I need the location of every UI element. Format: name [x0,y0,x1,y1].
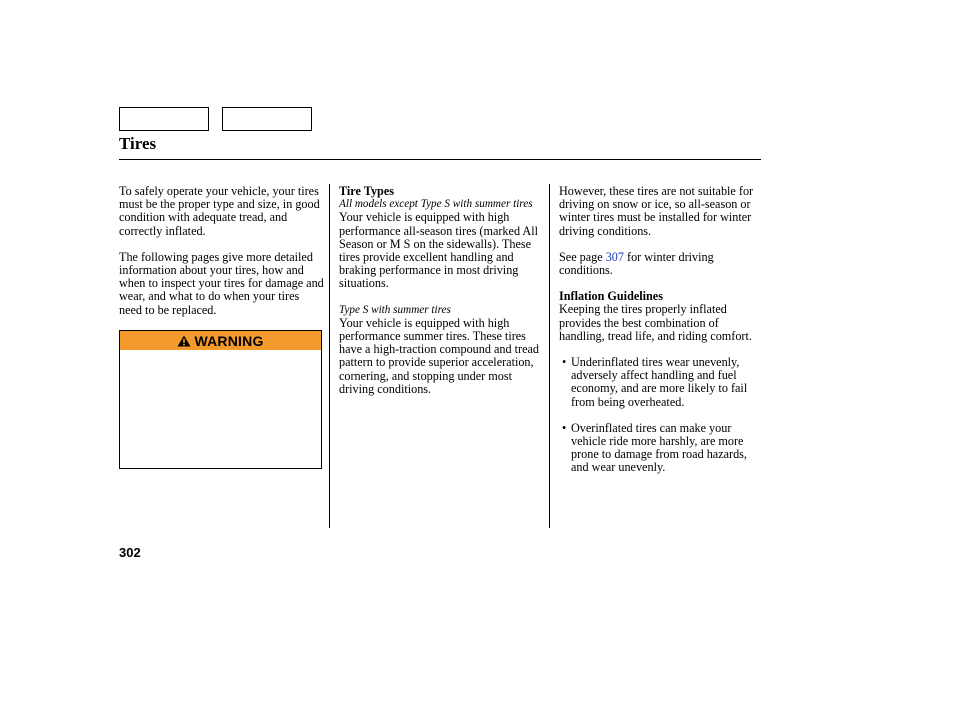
nav-button-previous[interactable] [119,107,209,131]
column-3 [559,185,764,475]
warning-box [119,330,322,469]
warning-triangle-icon [177,335,191,347]
title-rule [119,159,761,160]
list-item-text: Overinflated tires can make your vehicle ride more harshly, are more prone to damage from road hazards, and wear unevenly. [571,420,747,475]
section-heading: Tire Types [339,184,394,198]
subheading: All models except Type S with summer tires [339,198,533,211]
column-divider [549,184,550,528]
body-paragraph: Your vehicle is equipped with high performance all-season tires (marked All Season or M S on the sidewalls). These tires provide excellent handling and braking performance in most driving situations. [339,210,538,291]
column-1 [119,185,324,317]
body-paragraph: However, these tires are not suitable for driving on snow or ice, so all-season or winter tires must be installed for winter driving conditions. [559,184,754,238]
page-number: 302 [119,545,141,560]
page-title: Tires [119,134,157,153]
see-page-paragraph [559,251,764,277]
list-item [559,356,764,409]
list-item [559,422,764,475]
nav-button-next[interactable] [222,107,312,131]
bullet-icon: • [562,355,567,370]
intro-paragraph: To safely operate your vehicle, your tires must be the proper type and size, in good condition with adequate tread, and correctly inflated. [119,184,320,238]
warning-bar [120,331,321,350]
see-page-suffix: for winter driving conditions. [559,249,714,278]
intro-paragraph: The following pages give more detailed information about your tires, how and when to inspect your tires for damage and wear, and what to do when your tires need to be replaced. [119,249,324,317]
section-heading: Inflation Guidelines [559,289,663,304]
warning-label: WARNING [194,332,264,349]
body-paragraph: Keeping the tires properly inflated provides the best combination of handling, tread life, and riding comfort. [559,302,752,343]
subheading: Type S with summer tires [339,303,451,316]
body-paragraph: Your vehicle is equipped with high performance summer tires. These tires have a high-traction compound and tread pattern to provide superior acceleration, cornering, and stopping under most driving conditions. [339,315,540,396]
page-link[interactable]: 307 [605,249,624,264]
list-item-text: Underinflated tires wear unevenly, adversely affect handling and fuel economy, and are more likely to fail from being overheated. [571,355,748,409]
column-divider [329,184,330,528]
bullet-icon: • [562,420,567,435]
see-page-prefix: See page [559,249,606,264]
column-2 [339,185,544,396]
